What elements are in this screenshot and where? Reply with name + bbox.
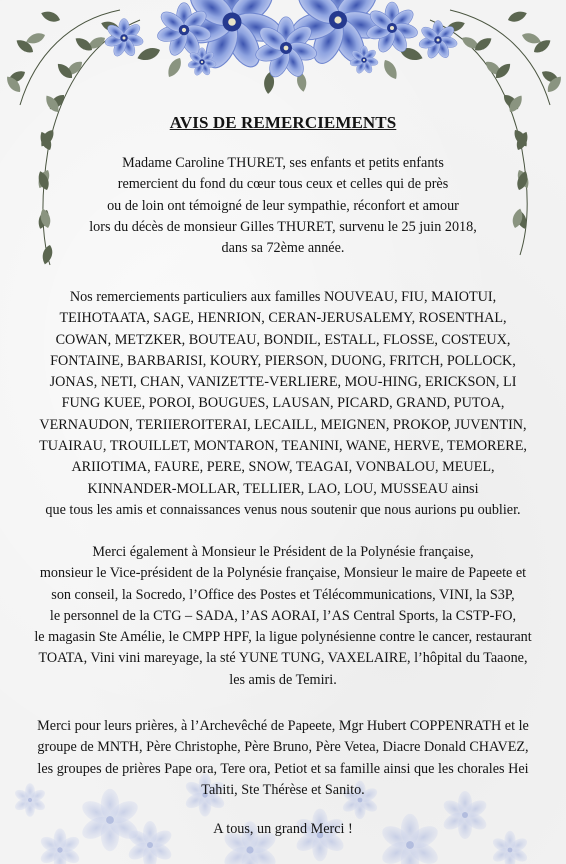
text-line: lors du décès de monsieur Gilles THURET, survenu le 25 juin 2018,: [89, 218, 477, 235]
text-line: TEIHOTAATA, SAGE, HENRION, CERAN-JERUSALEMY, ROSENTHAL,: [59, 310, 507, 327]
text-line: KINNANDER-MOLLAR, TELLIER, LAO, LOU, MUSSEAU ainsi: [87, 480, 479, 497]
text-line: dans sa 72ème année.: [221, 240, 345, 257]
institutions-thanks-paragraph: [6, 542, 560, 691]
families-list-paragraph: [6, 287, 560, 521]
text-line: Merci pour leurs prières, à l’Archevêché de Papeete, Mgr Hubert COPPENRATH et le: [37, 718, 529, 734]
text-line: le personnel de la CTG – SADA, l’AS AORAI, l’AS Central Sports, la CSTP-FO,: [49, 607, 517, 624]
prayers-thanks-paragraph: [6, 716, 560, 801]
text-line: VERNAUDON, TERIIEROITERAI, LECAILL, MEIGNEN, PROKOP, JUVENTIN,: [39, 416, 527, 433]
notice-title: AVIS DE REMERCIEMENTS: [169, 113, 397, 132]
text-line: son conseil, la Socredo, l’Office des Postes et Télécommunications, VINI, la S3P,: [51, 586, 515, 603]
text-line: Nos remerciements particuliers aux familles NOUVEAU, FIU, MAIOTUI,: [69, 289, 497, 305]
text-line: Merci également à Monsieur le Président de la Polynésie française,: [92, 544, 474, 560]
text-line: JONAS, NETI, CHAN, VANIZETTE-VERLIERE, MOU-HING, ERICKSON, LI: [49, 374, 517, 391]
closing-line: A tous, un grand Merci !: [213, 821, 353, 837]
text-line: FONTAINE, BARBARISI, KOURY, PIERSON, DUONG, FRITCH, POLLOCK,: [50, 352, 516, 369]
text-line: groupe de MNTH, Père Christophe, Père Bruno, Père Vetea, Diacre Donald CHAVEZ,: [37, 739, 529, 756]
text-line: TOATA, Vini vini mareyage, la sté YUNE TUNG, VAXELAIRE, l’hôpital du Taaone,: [38, 650, 528, 667]
text-line: TUAIRAU, TROUILLET, MONTARON, TEANINI, WANE, HERVE, TEMORERE,: [39, 438, 527, 455]
text-line: les groupes de prières Pape ora, Tere ora, Petiot et sa famille ainsi que les chorales Hei: [37, 760, 529, 777]
family-thanks-paragraph: [6, 153, 560, 259]
text-line: le magasin Ste Amélie, le CMPP HPF, la ligue polynésienne contre le cancer, restaurant: [34, 629, 532, 646]
text-line: que tous les amis et connaissances venus nous soutenir que nous aurions pu oublier.: [45, 501, 521, 518]
text-line: les amis de Temiri.: [229, 671, 337, 688]
text-line: monsieur le Vice-président de la Polynésie française, Monsieur le maire de Papeete et: [39, 565, 527, 582]
text-line: ARIIOTIMA, FAURE, PERE, SNOW, TEAGAI, VONBALOU, MEUEL,: [71, 459, 495, 476]
text-line: Tahiti, Ste Thérèse et Sanito.: [201, 781, 365, 798]
text-line: FUNG KUEE, POROI, BOUGUES, LAUSAN, PICARD, GRAND, PUTOA,: [61, 395, 505, 412]
text-line: Madame Caroline THURET, ses enfants et petits enfants: [122, 155, 444, 171]
text-line: COWAN, METZKER, BOUTEAU, BONDIL, ESTALL, FLOSSE, COSTEUX,: [55, 331, 511, 348]
text-line: ou de loin ont témoigné de leur sympathie, réconfort et amour: [107, 197, 459, 214]
text-line: remercient du fond du cœur tous ceux et celles qui de près: [117, 176, 449, 193]
